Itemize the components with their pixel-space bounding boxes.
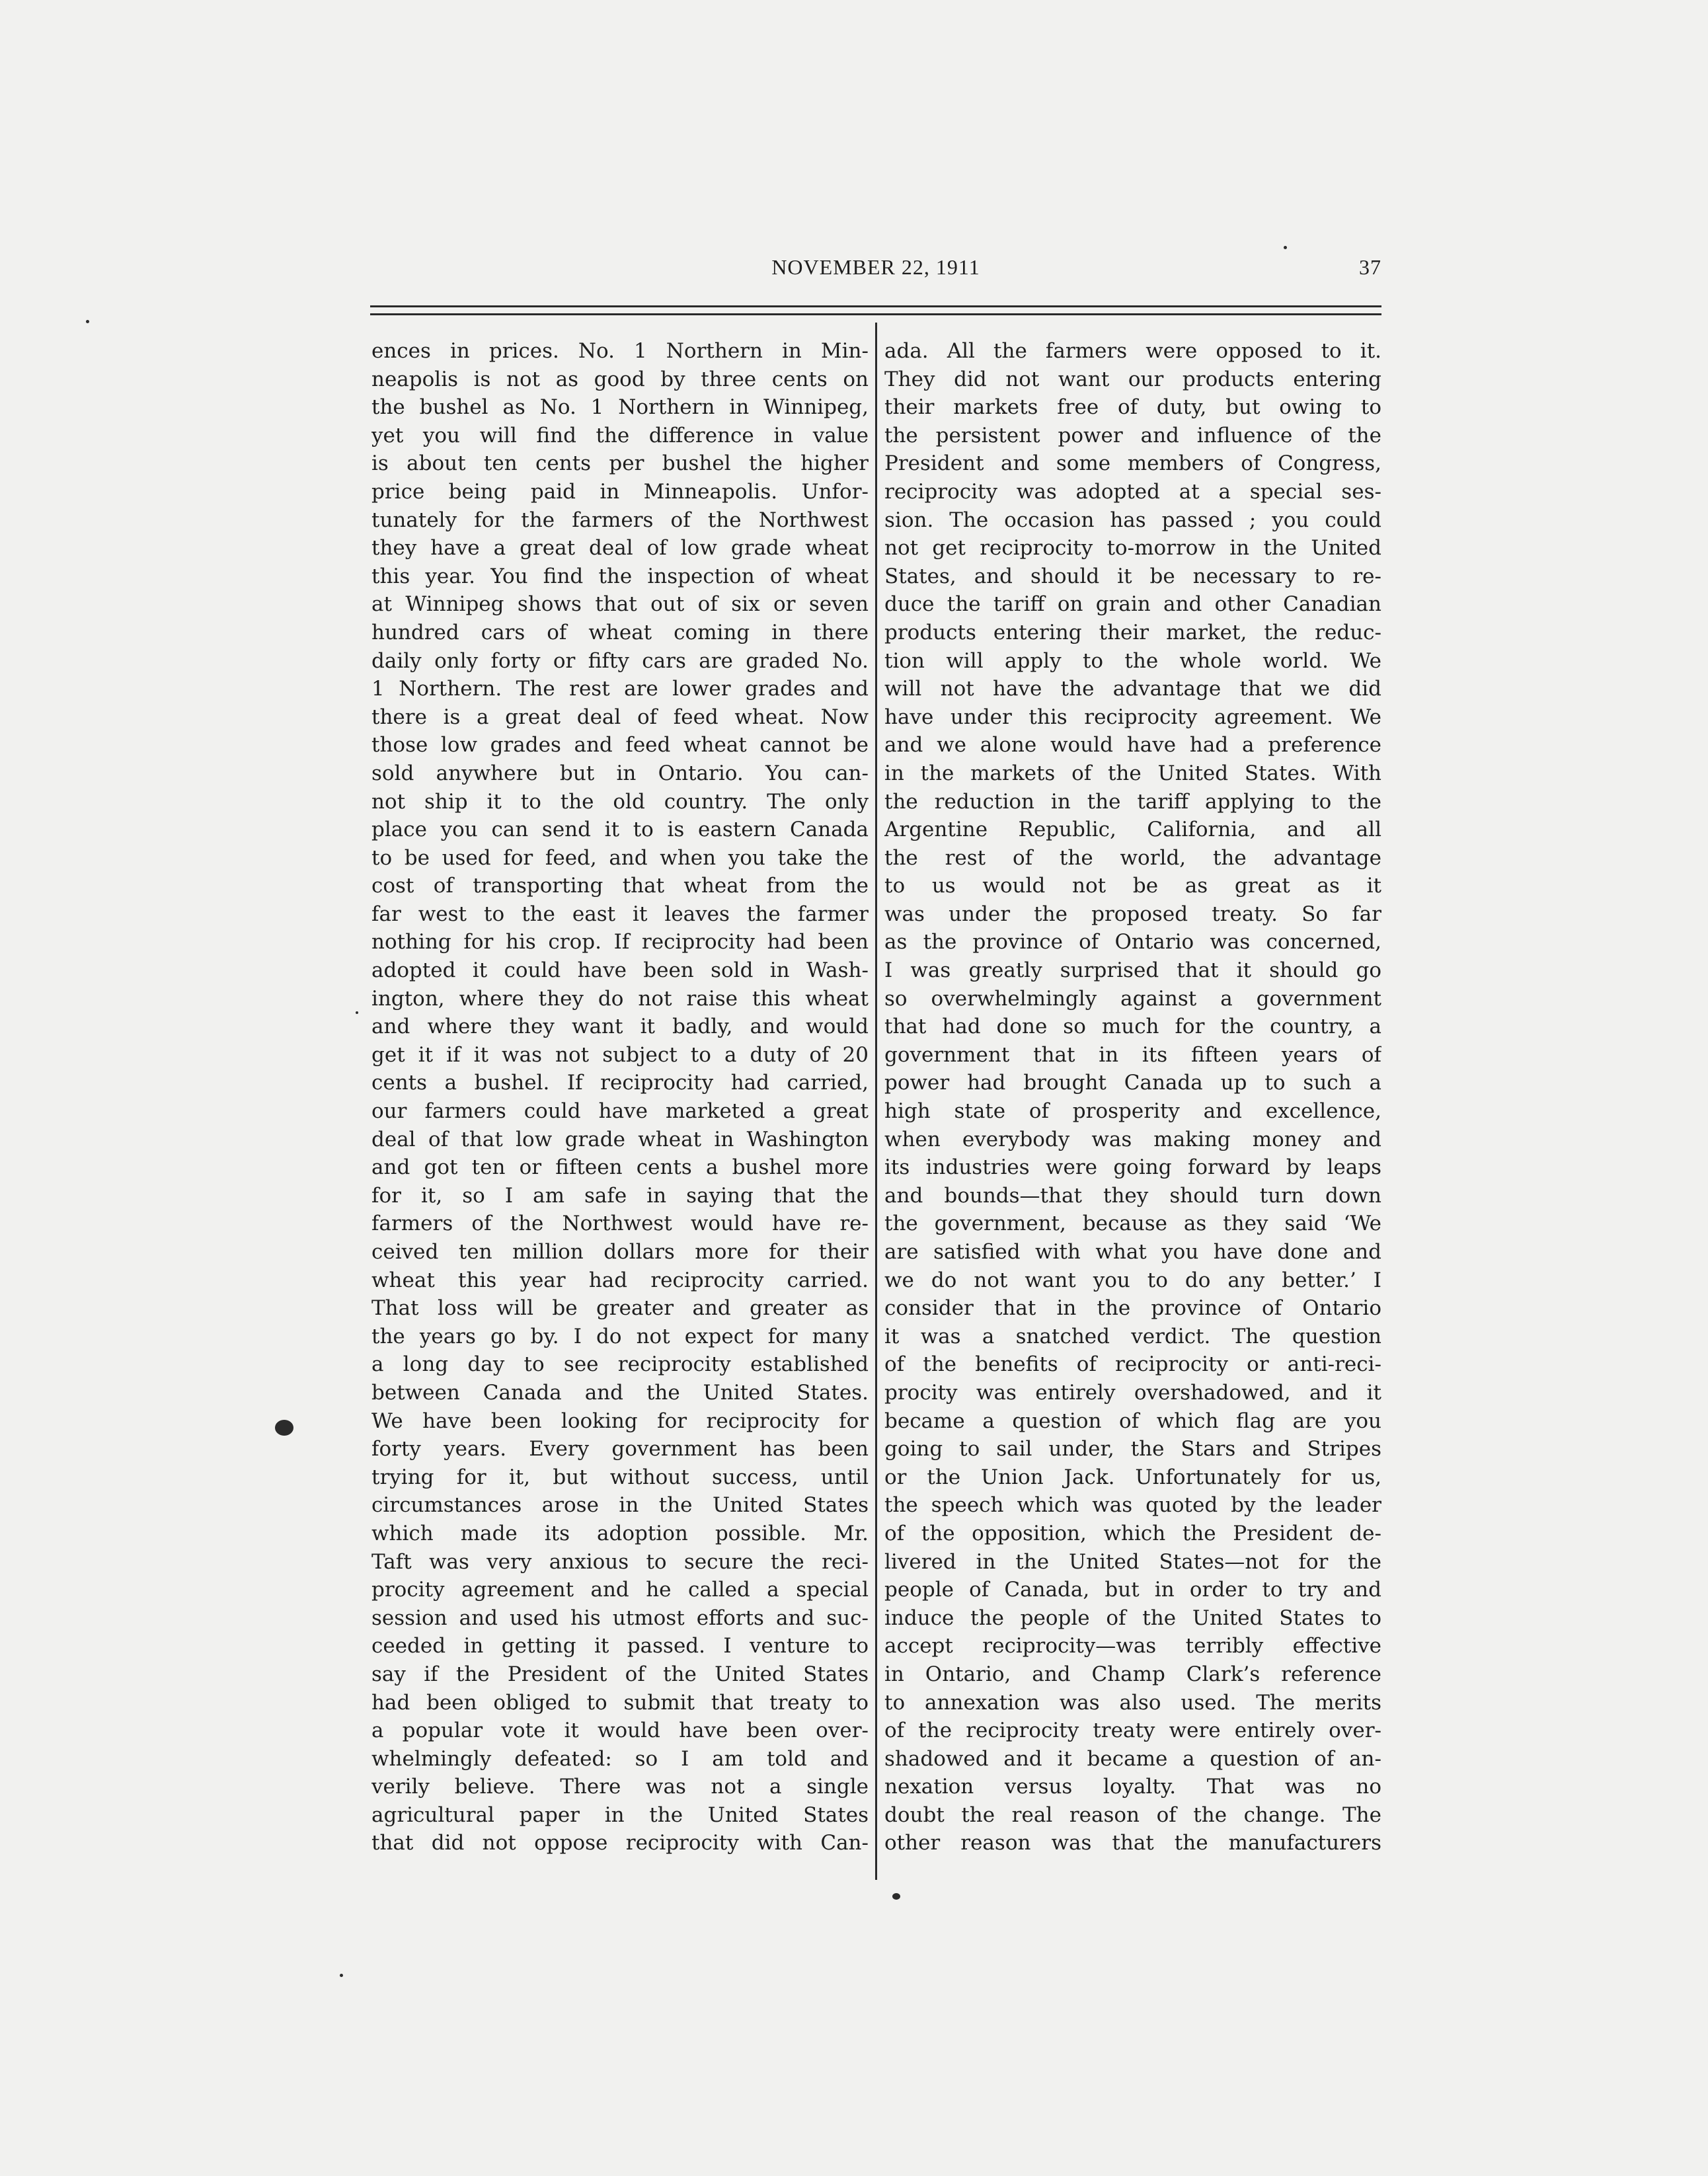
- right-column-text-line: accept reciprocity—was terribly effective: [884, 1634, 1381, 1658]
- ink-dot: [892, 1893, 900, 1900]
- left-column-text-line: not ship it to the old country. The only: [371, 789, 869, 814]
- left-column-text-line: a long day to see reciprocity established: [371, 1352, 869, 1377]
- left-column-text-line: agricultural paper in the United States: [371, 1803, 869, 1827]
- right-column-text-line: as the province of Ontario was concerned,: [884, 930, 1381, 954]
- right-column-text-line: have under this reciprocity agreement. We: [884, 705, 1381, 729]
- right-column-text-line: in Ontario, and Champ Clark’s reference: [884, 1662, 1381, 1686]
- left-column-text-line: ceeded in getting it passed. I venture to: [371, 1634, 869, 1658]
- right-column-text-line: ada. All the farmers were opposed to it.: [884, 339, 1381, 363]
- left-column-text-line: our farmers could have marketed a great: [371, 1099, 869, 1124]
- right-column-text-line: reciprocity was adopted at a special ses-: [884, 479, 1381, 504]
- left-column-text-line: deal of that low grade wheat in Washington: [371, 1127, 869, 1151]
- left-column-text-line: Taft was very anxious to secure the reci-: [371, 1549, 869, 1574]
- right-column-text-line: people of Canada, but in order to try and: [884, 1578, 1381, 1602]
- page-header: [370, 255, 1381, 287]
- left-column-text-line: adopted it could have been sold in Wash-: [371, 958, 869, 983]
- left-column-text-line: at Winnipeg shows that out of six or seven: [371, 592, 869, 617]
- right-column-text-line: was under the proposed treaty. So far: [884, 902, 1381, 926]
- ink-dot: [340, 1974, 343, 1977]
- ink-dot: [86, 320, 89, 323]
- left-column-text-line: nothing for his crop. If reciprocity had been: [371, 930, 869, 954]
- right-column-text-line: to annexation was also used. The merits: [884, 1690, 1381, 1715]
- left-column-text-line: say if the President of the United States: [371, 1662, 869, 1686]
- right-column-text-line: I was greatly surprised that it should go: [884, 958, 1381, 983]
- left-column-text-line: to be used for feed, and when you take the: [371, 845, 869, 870]
- right-column-text-line: we do not want you to do any better.’ I: [884, 1268, 1381, 1292]
- right-column-text-line: it was a snatched verdict. The question: [884, 1324, 1381, 1348]
- right-column-text-line: and bounds—that they should turn down: [884, 1183, 1381, 1208]
- right-column-text-line: States, and should it be necessary to re-: [884, 564, 1381, 588]
- right-column-text-line: going to sail under, the Stars and Stripes: [884, 1437, 1381, 1461]
- left-column-text-line: this year. You find the inspection of wheat: [371, 564, 869, 588]
- right-column-text-line: that had done so much for the country, a: [884, 1015, 1381, 1039]
- right-column-text-line: sion. The occasion has passed ; you could: [884, 508, 1381, 532]
- right-column-text-line: the rest of the world, the advantage: [884, 845, 1381, 870]
- left-column-text-line: circumstances arose in the United States: [371, 1493, 869, 1518]
- left-column-text-line: tunately for the farmers of the Northwest: [371, 508, 869, 532]
- left-column-text-line: forty years. Every government has been: [371, 1437, 869, 1461]
- left-column-text-line: those low grades and feed wheat cannot be: [371, 733, 869, 758]
- column-divider: [875, 323, 877, 1880]
- right-column-text-line: to us would not be as great as it: [884, 874, 1381, 898]
- right-column-text-line: livered in the United States—not for the: [884, 1549, 1381, 1574]
- left-column-text-line: get it if it was not subject to a duty of 20: [371, 1042, 869, 1067]
- right-column-text-line: of the opposition, which the President de-: [884, 1521, 1381, 1545]
- left-column-text-line: which made its adoption possible. Mr.: [371, 1521, 869, 1545]
- right-column-text-line: of the reciprocity treaty were entirely over-: [884, 1719, 1381, 1743]
- left-column-text-line: daily only forty or fifty cars are graded No.: [371, 648, 869, 673]
- left-column-text-line: far west to the east it leaves the farmer: [371, 902, 869, 926]
- left-column-text-line: the years go by. I do not expect for many: [371, 1324, 869, 1348]
- right-column-text-line: the persistent power and influence of the: [884, 423, 1381, 447]
- right-column-text-line: and we alone would have had a preference: [884, 733, 1381, 758]
- header-date: NOVEMBER 22, 1911: [771, 255, 980, 279]
- left-column-text-line: sold anywhere but in Ontario. You can-: [371, 761, 869, 785]
- right-column-text-line: They did not want our products entering: [884, 367, 1381, 391]
- right-column-text-line: not get reciprocity to-morrow in the United: [884, 536, 1381, 561]
- left-column-text-line: and where they want it badly, and would: [371, 1015, 869, 1039]
- right-column-text-line: induce the people of the United States to: [884, 1606, 1381, 1630]
- right-column: [884, 337, 1381, 1857]
- right-column-text-line: consider that in the province of Ontario: [884, 1296, 1381, 1321]
- left-column-text-line: 1 Northern. The rest are lower grades and: [371, 677, 869, 701]
- right-column-text-line: its industries were going forward by leaps: [884, 1155, 1381, 1180]
- right-column-text-line: the government, because as they said ‘We: [884, 1212, 1381, 1236]
- page-number: 37: [1359, 255, 1381, 279]
- right-column-text-line: became a question of which flag are you: [884, 1409, 1381, 1433]
- right-column-text-line: of the benefits of reciprocity or anti-reci-: [884, 1352, 1381, 1377]
- right-column-text-line: tion will apply to the whole world. We: [884, 648, 1381, 673]
- header-rule-top: [370, 305, 1381, 307]
- right-column-text-line: or the Union Jack. Unfortunately for us,: [884, 1465, 1381, 1489]
- right-column-text-line: President and some members of Congress,: [884, 451, 1381, 476]
- left-column-text-line: a popular vote it would have been over-: [371, 1719, 869, 1743]
- right-column-text-line: other reason was that the manufacturers: [884, 1831, 1381, 1855]
- left-column-text-line: that did not oppose reciprocity with Can-: [371, 1831, 869, 1855]
- right-column-text-line: so overwhelmingly against a government: [884, 986, 1381, 1011]
- left-column-text-line: the bushel as No. 1 Northern in Winnipeg,: [371, 395, 869, 420]
- left-column-text-line: price being paid in Minneapolis. Unfor-: [371, 479, 869, 504]
- right-column-text-line: products entering their market, the reduc-: [884, 620, 1381, 644]
- left-column-text-line: verily believe. There was not a single: [371, 1775, 869, 1799]
- left-column-text-line: That loss will be greater and greater as: [371, 1296, 869, 1321]
- right-column-text-line: procity was entirely overshadowed, and it: [884, 1380, 1381, 1405]
- ink-dot: [1284, 246, 1287, 249]
- header-rule-bottom: [370, 313, 1381, 315]
- right-column-text-line: power had brought Canada up to such a: [884, 1071, 1381, 1095]
- left-column-text-line: procity agreement and he called a special: [371, 1578, 869, 1602]
- left-column-text-line: and got ten or fifteen cents a bushel more: [371, 1155, 869, 1180]
- left-column-text-line: ington, where they do not raise this wheat: [371, 986, 869, 1011]
- left-column-text-line: We have been looking for reciprocity for: [371, 1409, 869, 1433]
- left-column-text-line: for it, so I am safe in saying that the: [371, 1183, 869, 1208]
- right-column-text-line: duce the tariff on grain and other Canadian: [884, 592, 1381, 617]
- right-column-text-line: high state of prosperity and excellence,: [884, 1099, 1381, 1124]
- left-column-text-line: ceived ten million dollars more for their: [371, 1240, 869, 1264]
- left-column-text-line: yet you will find the difference in value: [371, 423, 869, 447]
- right-column-text-line: will not have the advantage that we did: [884, 677, 1381, 701]
- left-column-text-line: they have a great deal of low grade wheat: [371, 536, 869, 561]
- ink-dot: [356, 1011, 358, 1014]
- right-column-text-line: government that in its fifteen years of: [884, 1042, 1381, 1067]
- right-column-text-line: nexation versus loyalty. That was no: [884, 1775, 1381, 1799]
- left-column-text-line: neapolis is not as good by three cents on: [371, 367, 869, 391]
- right-column-text-line: are satisfied with what you have done and: [884, 1240, 1381, 1264]
- right-column-text-line: shadowed and it became a question of an-: [884, 1746, 1381, 1771]
- left-column-text-line: there is a great deal of feed wheat. Now: [371, 705, 869, 729]
- left-column: [371, 337, 869, 1857]
- left-column-text-line: is about ten cents per bushel the higher: [371, 451, 869, 476]
- right-column-text-line: the speech which was quoted by the leader: [884, 1493, 1381, 1518]
- left-column-text-line: cost of transporting that wheat from the: [371, 874, 869, 898]
- left-column-text-line: had been obliged to submit that treaty to: [371, 1690, 869, 1715]
- right-column-text-line: Argentine Republic, California, and all: [884, 818, 1381, 842]
- ink-blot: [275, 1420, 293, 1436]
- left-column-text-line: hundred cars of wheat coming in there: [371, 620, 869, 644]
- right-column-text-line: doubt the real reason of the change. The: [884, 1803, 1381, 1827]
- left-column-text-line: trying for it, but without success, until: [371, 1465, 869, 1489]
- left-column-text-line: between Canada and the United States.: [371, 1380, 869, 1405]
- right-column-text-line: in the markets of the United States. With: [884, 761, 1381, 785]
- right-column-text-line: their markets free of duty, but owing to: [884, 395, 1381, 420]
- left-column-text-line: session and used his utmost efforts and suc-: [371, 1606, 869, 1630]
- left-column-text-line: wheat this year had reciprocity carried.: [371, 1268, 869, 1292]
- left-column-text-line: ences in prices. No. 1 Northern in Min-: [371, 339, 869, 363]
- left-column-text-line: farmers of the Northwest would have re-: [371, 1212, 869, 1236]
- left-column-text-line: place you can send it to is eastern Canada: [371, 818, 869, 842]
- right-column-text-line: when everybody was making money and: [884, 1127, 1381, 1151]
- left-column-text-line: cents a bushel. If reciprocity had carried,: [371, 1071, 869, 1095]
- left-column-text-line: whelmingly defeated: so I am told and: [371, 1746, 869, 1771]
- right-column-text-line: the reduction in the tariff applying to the: [884, 789, 1381, 814]
